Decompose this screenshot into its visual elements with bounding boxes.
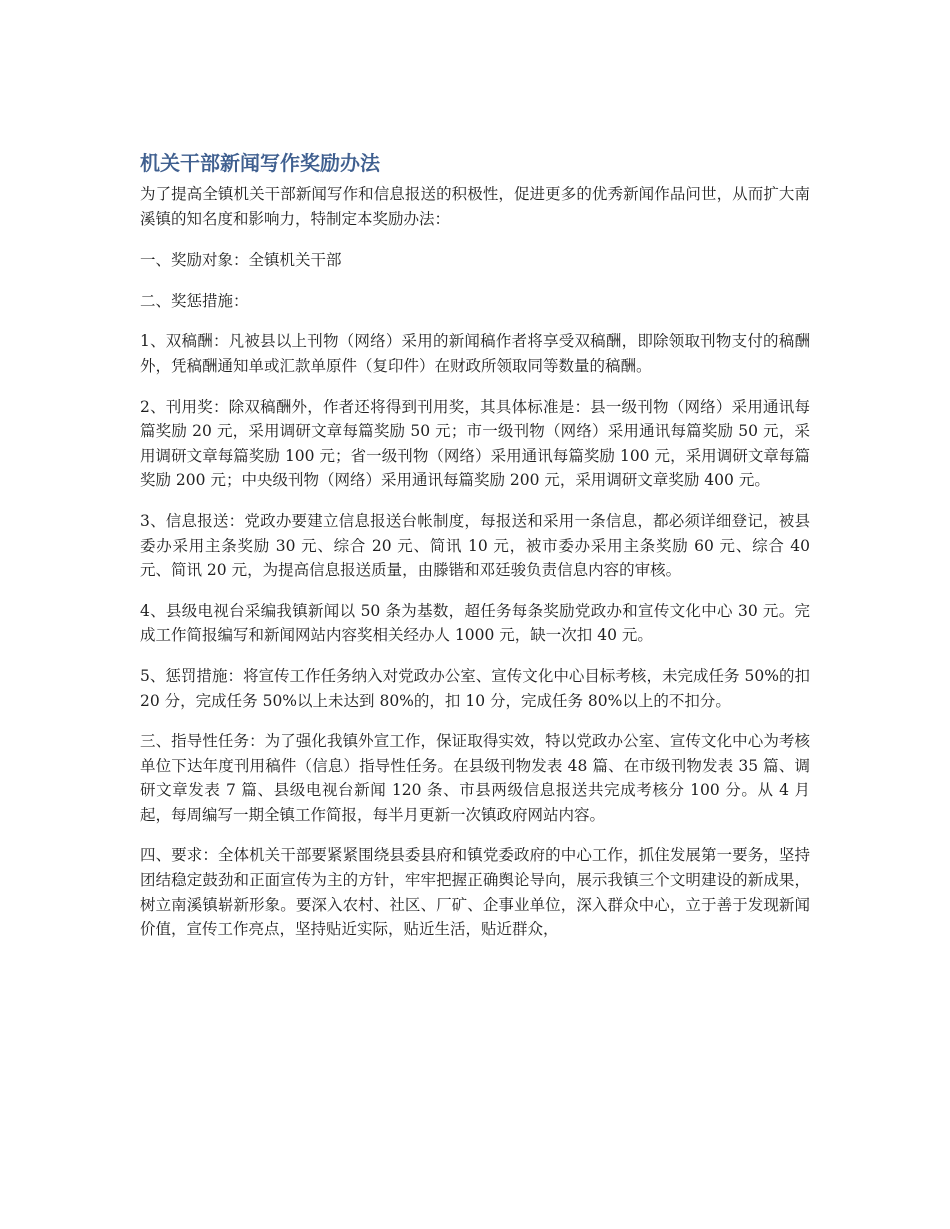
section-guiding-tasks: 三、指导性任务：为了强化我镇外宣工作，保证取得实效，特以党政办公室、宣传文化中心为考核单位下达年度刊用稿件（信息）指导性任务。在县级刊物发表 48 篇、在市级刊物发表 35 篇、调研文章发表 7 篇、县级电视台新闻 120 条、市县两级信息报送共完成考核分 100 分。从 4 月起，每周编写一期全镇工作简报，每半月更新一次镇政府网站内容。 (140, 732, 810, 824)
measure-double-fee: 1、双稿酬：凡被县以上刊物（网络）采用的新闻稿作者将享受双稿酬，即除领取刊物支付的稿酬外，凭稿酬通知单或汇款单原件（复印件）在财政所领取同等数量的稿酬。 (140, 332, 810, 375)
measure-penalty: 5、惩罚措施：将宣传工作任务纳入对党政办公室、宣传文化中心目标考核，未完成任务 50%的扣 20 分，完成任务 50%以上未达到 80%的，扣 10 分，完成任务 80%以上的不扣分。 (140, 666, 810, 710)
measure-info-reporting: 3、信息报送：党政办要建立信息报送台帐制度，每报送和采用一条信息，都必须详细登记，被县委办采用主条奖励 30 元、综合 20 元、简讯 10 元，被市委办采用主条奖励 60 元、综合 40 元、简讯 20 元，为提高信息报送质量，由滕锴和邓廷骏负责信息内容的审核。 (140, 511, 810, 580)
section-requirements: 四、要求：全体机关干部要紧紧围绕县委县府和镇党委政府的中心工作，抓住发展第一要务，坚持团结稳定鼓劲和正面宣传为主的方针，牢牢把握正确舆论导向，展示我镇三个文明建设的新成果，树立南溪镇崭新形象。要深入农村、社区、厂矿、企事业单位，深入群众中心，立于善于发现新闻价值，宣传工作亮点，坚持贴近实际，贴近生活，贴近群众， (140, 846, 810, 939)
section-measures-heading: 二、奖惩措施： (140, 291, 249, 310)
document-page (140, 148, 810, 958)
intro-paragraph: 为了提高全镇机关干部新闻写作和信息报送的积极性，促进更多的优秀新闻作品问世，从而扩大南溪镇的知名度和影响力，特制定本奖励办法： (140, 185, 810, 228)
measure-tv-news: 4、县级电视台采编我镇新闻以 50 条为基数，超任务每条奖励党政办和宣传文化中心 30 元。完成工作简报编写和新闻网站内容奖相关经办人 1000 元，缺一次扣 40 元。 (140, 601, 810, 645)
document-title: 机关干部新闻写作奖励办法 (140, 151, 380, 175)
section-reward-target: 一、奖励对象：全镇机关干部 (140, 251, 342, 270)
measure-publication-reward: 2、刊用奖：除双稿酬外，作者还将得到刊用奖，其具体标准是：县一级刊物（网络）采用通讯每篇奖励 20 元，采用调研文章每篇奖励 50 元；市一级刊物（网络）采用通讯每篇奖励 50 元，采用调研文章每篇奖励 100 元；省一级刊物（网络）采用通讯每篇奖励 100 元，采用调研文章每篇奖励 200 元；中央级刊物（网络）采用通讯每篇奖励 200 元，采用调研文章奖励 400 元。 (140, 397, 810, 490)
